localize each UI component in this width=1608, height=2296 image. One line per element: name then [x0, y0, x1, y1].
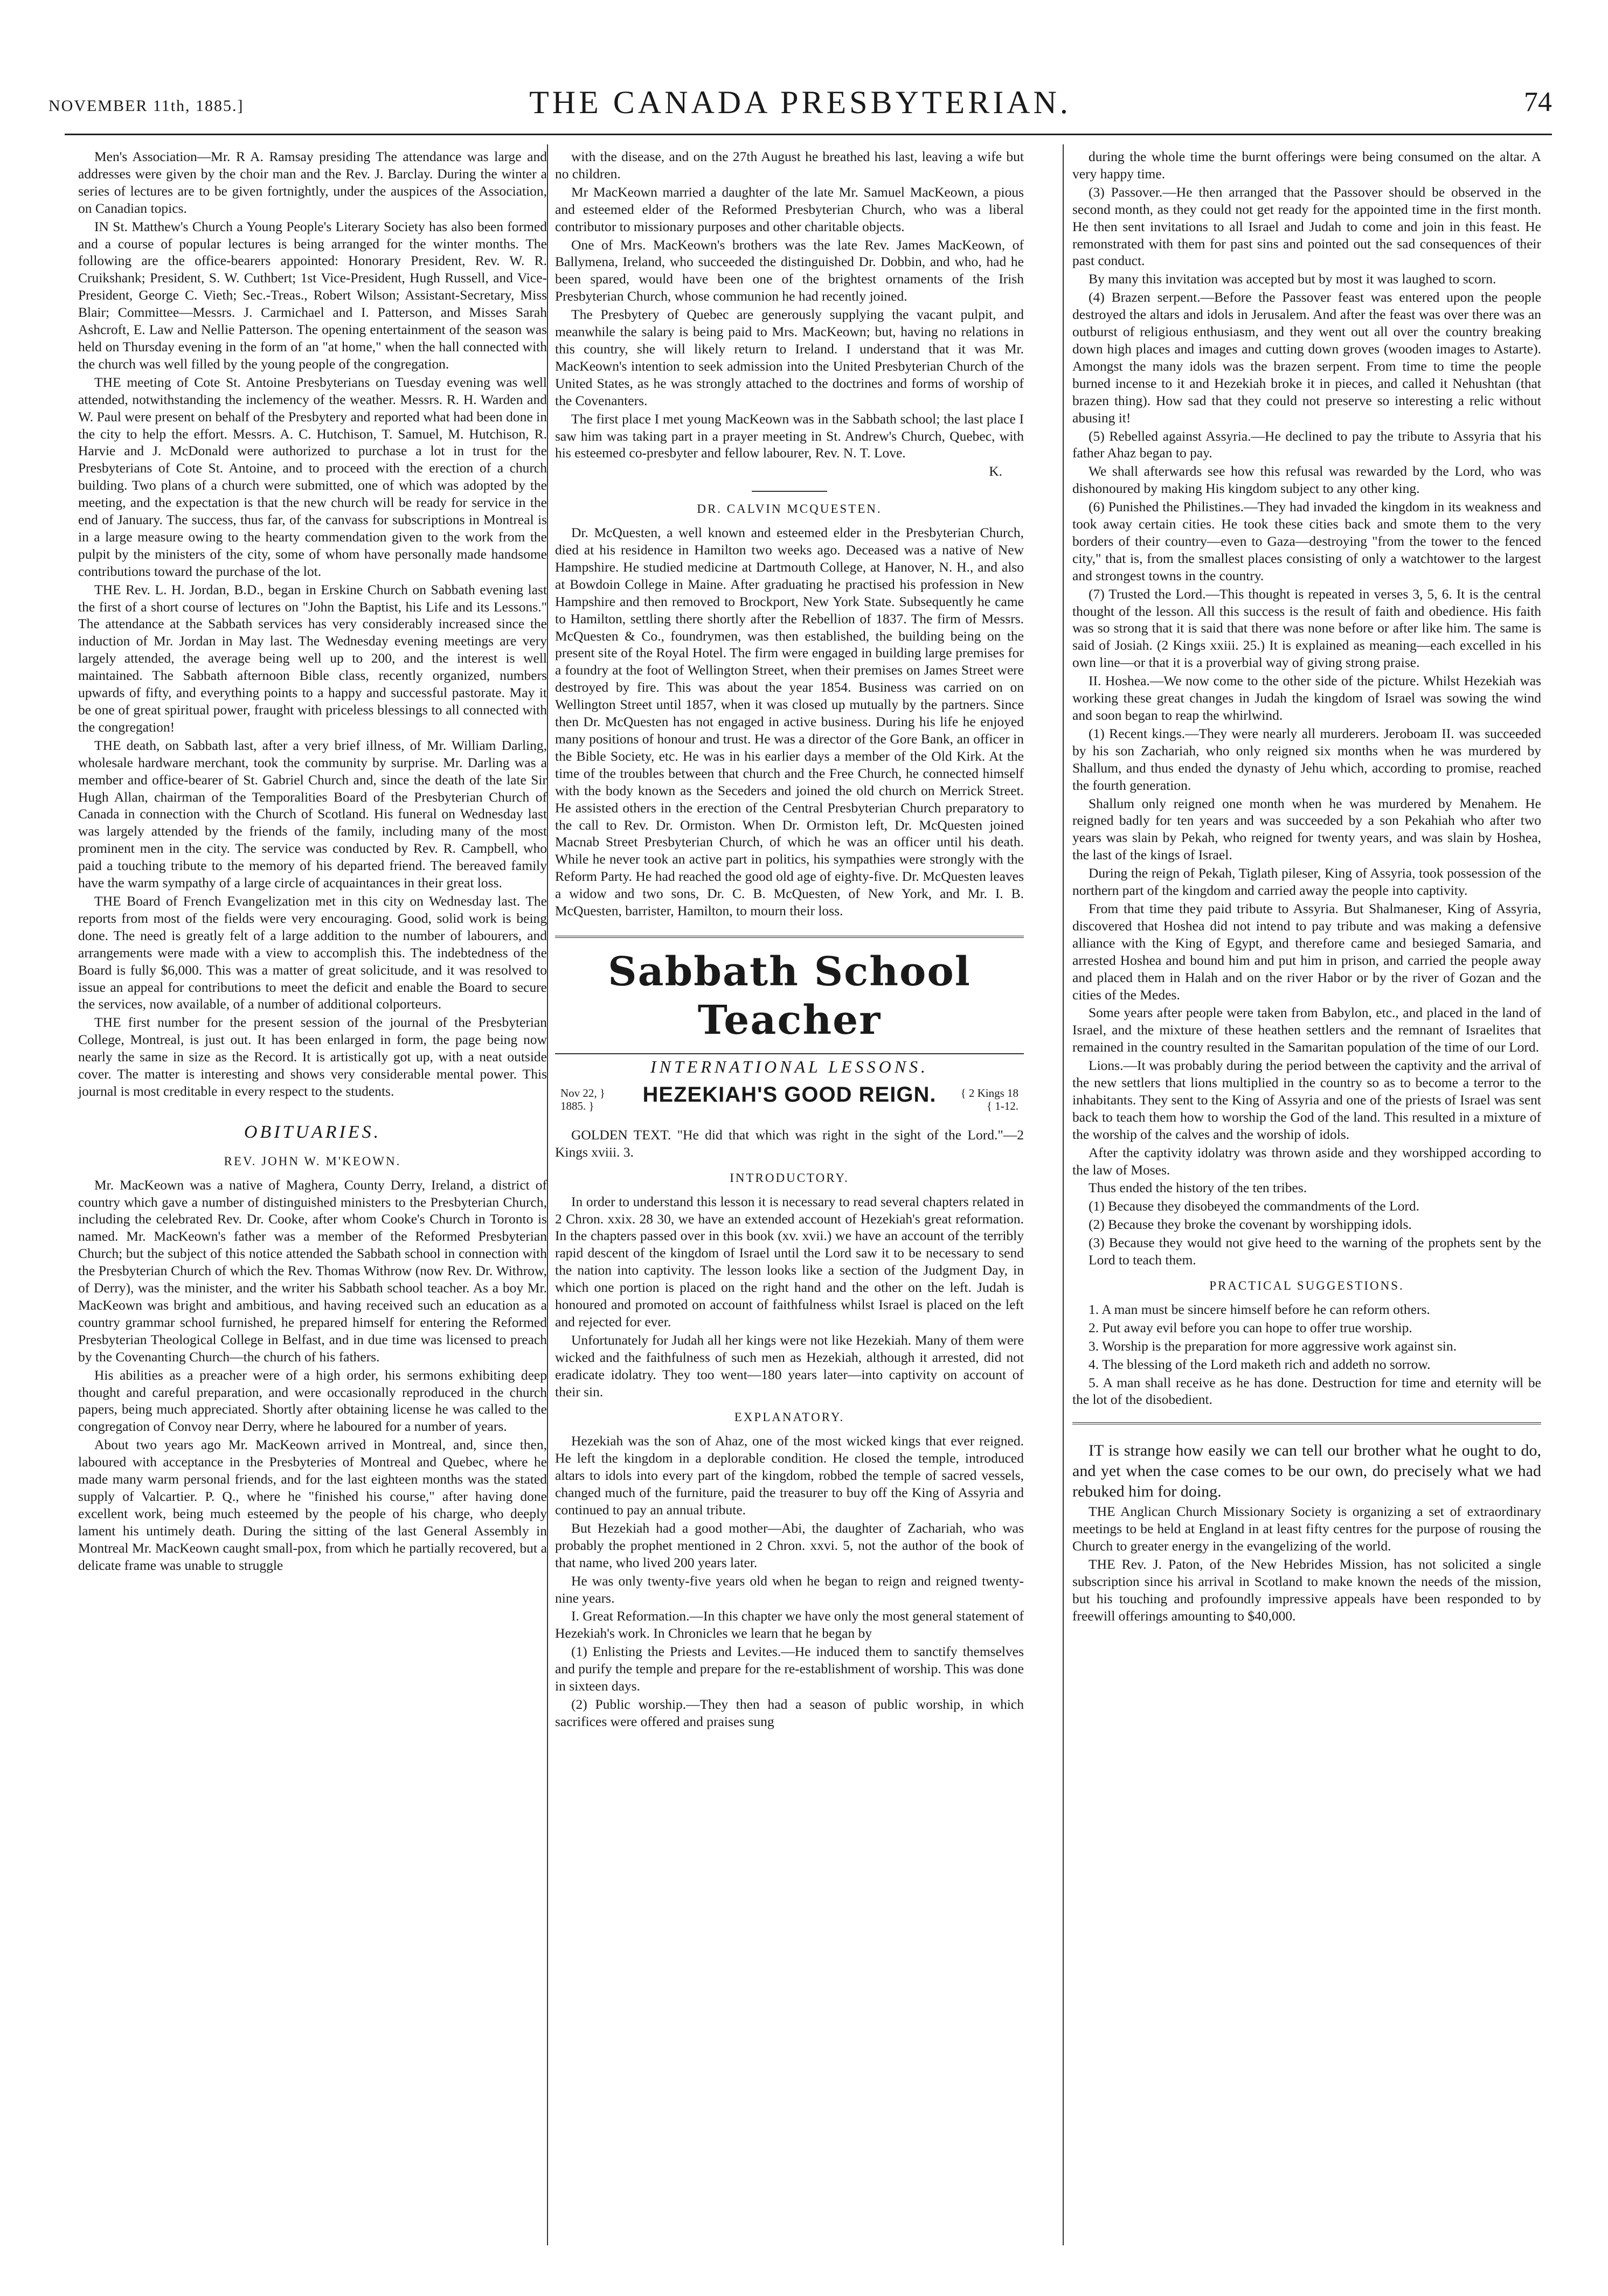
article-paragraph: In order to understand this lesson it is necessary to read several chapters related in 2 Chron. xxix. 28 30, we have an extended account of Hezekiah's great reformation. In the chapters passed over in this book (xv. xvii.) we have an account of the terribly rapid descent of the kingdom of Israel until the Lord saw it to be necessary to send the nation into captivity. The lesson looks like a section of the Judgment Day, in which one portion is placed on the right hand and the other on the left. Judah is honoured and promoted on account of faithfulness whilst Israel is placed on the left and rejected for ever.	[555, 1193, 1024, 1330]
issue-date: NOVEMBER 11th, 1885.]	[48, 97, 244, 115]
section-subtitle: INTERNATIONAL LESSONS.	[555, 1053, 1024, 1076]
column-1	[78, 148, 547, 1575]
article-paragraph: THE meeting of Cote St. Antoine Presbyterians on Tuesday evening was well attended, notwithstanding the inclemency of the weather. Messrs. R. H. Warden and W. Paul were present on behalf of the Presbytery and reported what had been done in the city to help the effort. Messrs. A. C. Hutchison, T. Samuel, M. Hutchison, R. Harvie and J. McDonald were authorized to purchase a lot in trust for the Presbyterians of Cote St. Antoine, and to proceed with the erection of a church building. Two plans of a church were submitted, one of which was adopted by the meeting, and the expectation is that the new church will be ready for service in the end of January. The success, thus far, of the canvass for subscriptions in Montreal is in a large measure owing to the hearty commendation given to the work from the pulpit by the ministers of the city, some of whom have personally made handsome contributions toward the purchase of the lot.	[78, 374, 547, 579]
practical-suggestions-heading: PRACTICAL SUGGESTIONS.	[1209, 1279, 1404, 1292]
article-paragraph: (5) Rebelled against Assyria.—He declined to pay the tribute to Assyria that his father Ahaz began to pay.	[1072, 428, 1541, 461]
article-paragraph: But Hezekiah had a good mother—Abi, the daughter of Zachariah, who was probably the prophet mentioned in 2 Chron. xxvi. 5, not the author of the book of that name, who lived 200 years later.	[555, 1520, 1024, 1570]
lesson-title: HEZEKIAH'S GOOD REIGN.	[642, 1082, 937, 1107]
article-paragraph: (3) Passover.—He then arranged that the Passover should be observed in the second month, as they could not get ready for the appointed time in the first month. He then sent invitations to all Israel and Judah to come and join in this feast. He remonstrated with them for past sins and pointed out the sad consequences of their past conduct.	[1072, 184, 1541, 269]
article-paragraph: Unfortunately for Judah all her kings were not like Hezekiah. Many of them were wicked and the faithfulness of such men as Hezekiah, although it arrested, did not eradicate idolatry. They too went—180 years later—into captivity on account of their sin.	[555, 1332, 1024, 1400]
article-paragraph: Mr. MacKeown was a native of Maghera, County Derry, Ireland, a district of country which gave a number of distinguished ministers to the Presbyterian Church, including the celebrated Rev. Dr. Cooke, after whom Cooke's Church in Toronto is named. Mr. MacKeown's father was a member of the Reformed Presbyterian Church; but the subject of this notice attended the Sabbath school in connection with the Presbyterian Church of which the Rev. Thomas Withrow (now Rev. Dr. Withrow, of Derry), was the minister, and the writer his Sabbath school teacher. As a boy Mr. MacKeown was bright and ambitious, and having received such an education as a country grammar school furnished, he prepared himself for entering the Reformed Presbyterian Theological College in Belfast, and in due time was licensed to preach by the Covenanting Church—the church of his fathers.	[78, 1177, 547, 1365]
list-item: 3. Worship is the preparation for more aggressive work against sin.	[1089, 1338, 1457, 1354]
lesson-reference-line: { 1-12.	[986, 1099, 1018, 1112]
article-paragraph: Mr MacKeown married a daughter of the late Mr. Samuel MacKeown, a pious and esteemed elder of the Reformed Presbyterian Church, who was a liberal contributor to missionary purposes and other charitable objects.	[555, 184, 1024, 234]
list-item: 4. The blessing of the Lord maketh rich and addeth no sorrow.	[1089, 1356, 1431, 1372]
article-paragraph: THE death, on Sabbath last, after a very brief illness, of Mr. William Darling, wholesale hardware merchant, took the community by surprise. Mr. Darling was a member and office-bearer of St. Gabriel Church and, since the death of the late Sir Hugh Allan, chairman of the Temporalities Board of the Presbyterian Church of Canada in connection with the Church of Scotland. His funeral on Wednesday last was largely attended by the friends of the family, including many of the most prominent men in the city. The service was conducted by Rev. R. Campbell, who paid a touching tribute to the memory of his departed friend. The bereaved family have the warm sympathy of a large circle of acquaintances in their great loss.	[78, 737, 547, 891]
article-paragraph: IN St. Matthew's Church a Young People's Literary Society has also been formed and a course of popular lectures is being arranged for the winter months. The following are the office-bearers appointed: Honorary President, Rev. W. R. Cruikshank; President, S. W. Cuthbert; 1st Vice-President, Hugh Russell, and Vice-President, George C. Vieth; Sec.-Treas., Robert Wilson; Assistant-Secretary, Miss Blair; Committee—Messrs. J. Carmichael and I. Patterson, and Misses Sarah Ashcroft, E. Law and Nellie Patterson. The opening entertainment of the season was held on Thursday evening in the form of an "at home," when the hall connected with the church was well filled by the young people of the congregation.	[78, 218, 547, 372]
article-paragraph: THE Anglican Church Missionary Society is organizing a set of extraordinary meetings to be held at England in at least fifty centres for the purpose of rousing the Church to greater energy in the evangelizing of the world.	[1072, 1504, 1541, 1554]
article-paragraph: IT is strange how easily we can tell our brother what he ought to do, and yet when the case comes to be our own, do precisely what we had rebuked him for doing.	[1072, 1442, 1541, 1501]
article-paragraph: From that time they paid tribute to Assyria. But Shalmaneser, King of Assyria, discovered that Hoshea did not intend to pay tribute and was making a defensive alliance with the King of Egypt, and therefore came and besieged Samaria, and arrested Hoshea and bound him and put him in prison, and carried the people away and placed them in Halah and on the river Habor or by the river of Gozan and the cities of the Medes.	[1072, 900, 1541, 1003]
article-paragraph: (2) Public worship.—They then had a season of public worship, in which sacrifices were offered and praises sung	[555, 1696, 1024, 1729]
article-paragraph: with the disease, and on the 27th August he breathed his last, leaving a wife but no children.	[555, 149, 1024, 182]
column-2	[555, 148, 1024, 1731]
article-paragraph: Dr. McQuesten, a well known and esteemed elder in the Presbyterian Church, died at his residence in Hamilton two weeks ago. Deceased was a native of New Hampshire. He studied medicine at Dartmouth College, at Hanover, N. H., and also at Bowdoin College in Maine. After graduating he practised his profession in New Hampshire and then removed to Brockport, New York State. Subsequently he came to Hamilton, settling there shortly after the Rebellion of 1837. The firm of Messrs. McQuesten & Co., foundrymen, was then established, the building being on the present site of the Royal Hotel. The firm were engaged in building large premises for a foundry at the foot of Wellington Street, when their premises on James Street were destroyed by fire. This was about the year 1854. Business was carried on on Wellington Street until 1857, when it was closed up mutually by the partners. Since then Dr. McQuesten has not engaged in active business. During his life he enjoyed many positions of honour and trust. He was a director of the Gore Bank, an officer in the Bible Society, etc. He was in his earlier days a member of the Old Kirk. At the time of the troubles between that church and the Free Church, he connected himself with the body known as the Seceders and joined the old church on Merrick Street. He assisted others in the erection of the Central Presbyterian Church preparatory to the call to Rev. Dr. Ormiston. When Dr. Ormiston left, Dr. McQuesten joined Macnab Street Presbyterian Church, of which he was an officer until his death. While he never took an active part in politics, his sympathies were strongly with the Reform Party. He had reached the good old age of eighty-five. Dr. McQuesten leaves a widow and two sons, Dr. C. B. McQuesten, of New York, and Mr. I. B. McQuesten, barrister, Hamilton, to mourn their loss.	[555, 525, 1024, 919]
article-paragraph: (1) Recent kings.—They were nearly all murderers. Jeroboam II. was succeeded by his son Zachariah, who only reigned six months when he was murdered by Shallum, and thus ended the dynasty of Jehu which, according to promise, reached the fourth generation.	[1072, 725, 1541, 793]
article-paragraph: The first place I met young MacKeown was in the Sabbath school; the last place I saw him was taking part in a prayer meeting in St. Andrew's Church, Quebec, with his esteemed co-presbyter and fellow labourer, Rev. N. T. Love.	[555, 411, 1024, 461]
article-paragraph: About two years ago Mr. MacKeown arrived in Montreal, and, since then, laboured with acceptance in the Presbyteries of Montreal and Quebec, where he made many warm personal friends, and for the last eighteen months was the stated supply of Valcartier. P. Q., where he "finished his course," after having done excellent work, being much esteemed by the people of his charge, who deeply lament his untimely death. During the sitting of the last General Assembly in Montreal Mr. MacKeown caught small-pox, from which he partially recovered, but a delicate frame was unable to struggle	[78, 1437, 547, 1573]
column-divider	[547, 144, 548, 2245]
article-paragraph: One of Mrs. MacKeown's brothers was the late Rev. James MacKeown, of Ballymena, Ireland, who succeeded the distinguished Dr. Dobbin, and who, had he been spared, would have been one of the brightest ornaments of the Irish Presbyterian Church, whose communion he had recently joined.	[555, 236, 1024, 304]
newspaper-title: THE CANADA PRESBYTERIAN.	[529, 85, 1071, 120]
lesson-date-line: 1885. }	[560, 1099, 594, 1112]
lesson-header	[555, 1083, 1024, 1121]
list-item: 1. A man must be sincere himself before he can reform others.	[1089, 1301, 1430, 1317]
article-paragraph: Men's Association—Mr. R A. Ramsay presiding The attendance was large and addresses were given by the choir man and the Rev. J. Barclay. During the winter a series of lectures are to be given fortnightly, under the auspices of the Association, on Canadian topics.	[78, 149, 547, 216]
column-divider	[1063, 144, 1064, 2245]
article-paragraph: His abilities as a preacher were of a high order, his sermons exhibiting deep thought and careful preparation, and were occasionally reproduced in the church papers, being much appreciated. Shortly after obtaining license he was called to the congregation of Convoy near Derry, where he laboured for a number of years.	[78, 1367, 547, 1435]
article-paragraph: (1) Enlisting the Priests and Levites.—He induced them to sanctify themselves and purify the temple and prepare for the re-establishment of worship. This was done in sixteen days.	[555, 1644, 1024, 1694]
sabbath-school-section	[555, 936, 1024, 1076]
article-paragraph: THE Rev. J. Paton, of the New Hebrides Mission, has not solicited a single subscription since his arrival in Scotland to make known the needs of the mission, but his touching and profoundly impressive appeals have been responded to by freewill offerings amounting to $40,000.	[1072, 1556, 1541, 1624]
section-title: Sabbath School Teacher	[608, 948, 971, 1043]
article-paragraph: THE first number for the present session of the journal of the Presbyterian College, Montreal, is just out. It has been enlarged in form, the page being now nearly the same in size as the Record. It is artistically got up, with a neat outside cover. The matter is interesting and shows very considerable mental power. This journal is most creditable in every respect to the students.	[78, 1014, 547, 1099]
list-item: (2) Because they broke the covenant by worshipping idols.	[1089, 1216, 1412, 1233]
article-paragraph: I. Great Reformation.—In this chapter we have only the most general statement of Hezekiah's work. In Chronicles we learn that he began by	[555, 1608, 1024, 1641]
obituary-name: REV. JOHN W. M'KEOWN.	[224, 1154, 401, 1168]
article-paragraph: We shall afterwards see how this refusal was rewarded by the Lord, who was dishonoured by making His kingdom subject to any other king.	[1072, 463, 1541, 497]
article-paragraph: (4) Brazen serpent.—Before the Passover feast was entered upon the people destroyed the altars and idols in Jerusalem. And after the feast was over there was an outburst of religious enthusiasm, and they went out all over the country breaking down high places and images and cutting down groves (wooden images to Astarte). Amongst the many idols was the brazen serpent. From time to time the people burned incense to it and Hezekiah broke it in pieces, and called it Nehushtan (that brazen thing). How sad that they could not preserve so interesting a relic without abusing it!	[1072, 289, 1541, 426]
lesson-reference	[960, 1087, 1018, 1112]
masthead-rule	[65, 134, 1552, 135]
list-item: (1) Because they disobeyed the commandments of the Lord.	[1089, 1198, 1419, 1214]
article-paragraph: By many this invitation was accepted but by most it was laughed to scorn.	[1089, 271, 1496, 287]
article-paragraph: THE Rev. L. H. Jordan, B.D., began in Erskine Church on Sabbath evening last the first of a short course of lectures on "John the Baptist, his Life and its Lessons." The attendance at the Sabbath services has very considerably increased since the induction of Mr. Jordan in May last. The Wednesday evening meetings are very largely attended, the average being well up to 200, and the interest is well maintained. The Sabbath afternoon Bible class, recently organized, numbers upwards of fifty, and everything points to a happy and successful pastorate. May it be one of great spiritual power, fraught with priceless blessings to all connected with the congregation!	[78, 581, 547, 735]
signature: K.	[989, 463, 1002, 479]
article-paragraph: Some years after people were taken from Babylon, etc., and placed in the land of Israel, and the mixture of these heathen settlers and the remnant of Israelites that remained in the country resulted in the Samaritan population of the time of our Lord.	[1072, 1005, 1541, 1055]
masthead	[48, 86, 1552, 124]
article-paragraph: Lions.—It was probably during the period between the captivity and the arrival of the new settlers that lions multiplied in the country so as to become a terror to the inhabitants. They sent to the King of Assyria and one of the priests of Israel was sent back to teach them how to worship the God of the land. This resulted in a mixture of the worship of the calves and the worship of idols.	[1072, 1057, 1541, 1142]
article-paragraph: THE Board of French Evangelization met in this city on Wednesday last. The reports from most of the fields were very encouraging. Good, solid work is being done. The need is greatly felt of a large addition to the number of labourers, and arrangements were made with a view to accomplish this. The indebtedness of the Board is fully $6,000. This was a matter of great solicitude, and it was resolved to issue an appeal for contributions to meet the deficit and enable the Board to secure the services, now available, of a number of additional colporteurs.	[78, 893, 547, 1012]
list-item: 5. A man shall receive as he has done. Destruction for time and eternity will be the lot of the disobedient.	[1072, 1374, 1541, 1408]
introductory-heading: INTRODUCTORY.	[730, 1171, 849, 1185]
lesson-date-line: Nov 22, }	[560, 1086, 605, 1100]
obituary-name: DR. CALVIN MCQUESTEN.	[697, 502, 882, 516]
article-paragraph: After the captivity idolatry was thrown aside and they worshipped according to the law of Moses.	[1072, 1144, 1541, 1178]
golden-text: GOLDEN TEXT. "He did that which was right in the sight of the Lord."—2 Kings xviii. 3.	[555, 1126, 1024, 1160]
article-paragraph: During the reign of Pekah, Tiglath pileser, King of Assyria, took possession of the northern part of the kingdom and carried away the people into captivity.	[1072, 865, 1541, 899]
article-paragraph: during the whole time the burnt offerings were being consumed on the altar. A very happy time.	[1072, 149, 1541, 182]
obituaries-heading: OBITUARIES.	[244, 1122, 382, 1142]
list-item: (3) Because they would not give heed to the warning of the prophets sent by the Lord to teach them.	[1089, 1235, 1541, 1268]
article-paragraph: The Presbytery of Quebec are generously supplying the vacant pulpit, and meanwhile the salary is being paid to Mrs. MacKeown; but, having no relations in this country, she will likely return to Ireland. I understand that it was Mr. MacKeown's intention to seek admission into the United Presbyterian Church of the United States, as he was strongly attached to the doctrines and forms of worship of the Covenanters.	[555, 307, 1024, 408]
article-paragraph: Thus ended the history of the ten tribes.	[1089, 1180, 1307, 1196]
page-number: 74	[1524, 87, 1552, 117]
article-paragraph: Hezekiah was the son of Ahaz, one of the most wicked kings that ever reigned. He left the kingdom in a deplorable condition. He closed the temple, introduced altars to idols into every part of the kingdom, robbed the temple of sacred vessels, changed much of the furniture, paid the treasurer to buy off the King of Assyria and continued to pay an annual tribute.	[555, 1433, 1024, 1518]
article-paragraph: II. Hoshea.—We now come to the other side of the picture. Whilst Hezekiah was working these great changes in Judah the kingdom of Israel was sowing the wind and soon began to reap the whirlwind.	[1072, 673, 1541, 723]
section-divider	[752, 491, 827, 492]
article-paragraph: (7) Trusted the Lord.—This thought is repeated in verses 3, 5, 6. It is the central thought of the lesson. All this success is the result of faith and obedience. His faith was so strong that it is said that there was none before or after like him. The same is said of Josiah. (2 Kings xxiii. 25.) It is explained as meaning—each excelled in his own line—or that it is a proverbial way of giving strong praise.	[1072, 586, 1541, 671]
article-paragraph: (6) Punished the Philistines.—They had invaded the kingdom in its weakness and took away certain cities. He took these cities back and smote them to the very borders of their country—even to Gaza—destroying "from the tower to the fenced city," that is, from the smallest places consisting of only a watchtower to the largest and strongest towns in the country.	[1072, 499, 1541, 583]
lesson-reference-line: { 2 Kings 18	[960, 1086, 1018, 1100]
section-divider	[1072, 1422, 1541, 1424]
column-3	[1072, 148, 1541, 1626]
list-item: 2. Put away evil before you can hope to offer true worship.	[1089, 1319, 1412, 1335]
explanatory-heading: EXPLANATORY.	[734, 1410, 845, 1424]
article-paragraph: Shallum only reigned one month when he was murdered by Menahem. He reigned badly for ten years and was succeeded by a son Pekahiah who after two years was slain by Pekah, who reigned for twenty years, and was slain by Hoshea, the last of the kings of Israel.	[1072, 795, 1541, 863]
article-paragraph: He was only twenty-five years old when he began to reign and reigned twenty-nine years.	[555, 1573, 1024, 1606]
